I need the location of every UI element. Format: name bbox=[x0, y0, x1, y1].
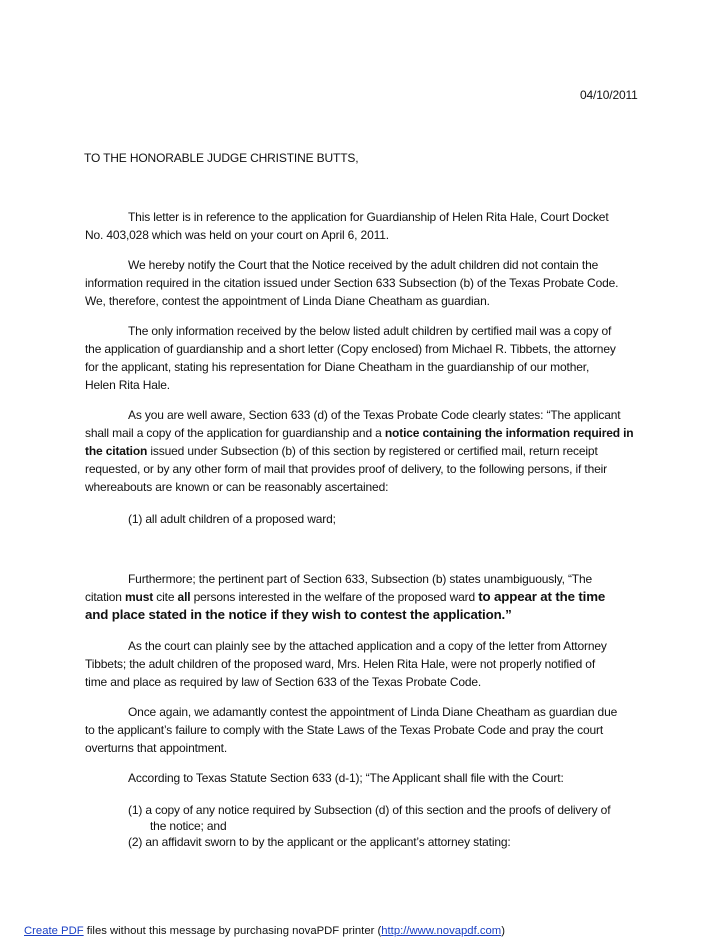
list-item-1: (1) all adult children of a proposed ward; bbox=[128, 512, 336, 526]
paragraph-4-line-4: requested, or by any other form of mail that provides proof of delivery, to the following persons, if their bbox=[85, 462, 607, 476]
paragraph-3-line-1: The only information received by the below listed adult children by certified mail was a copy of bbox=[128, 324, 612, 338]
paragraph-7-line-3: overturns that appointment. bbox=[85, 741, 228, 755]
paragraph-5-line-1: Furthermore; the pertinent part of Section 633, Subsection (b) states unambiguously, “The bbox=[128, 572, 593, 586]
paragraph-4-line-2 bbox=[85, 424, 633, 442]
paragraph-3-line-4: Helen Rita Hale. bbox=[85, 378, 170, 392]
paragraph-5-bold-all: all bbox=[177, 590, 191, 604]
novapdf-link[interactable]: http://www.novapdf.com bbox=[381, 925, 502, 937]
paragraph-1-line-1: This letter is in reference to the application for Guardianship of Helen Rita Hale, Court Docket bbox=[128, 210, 609, 224]
paragraph-4-line-3-bold: the citation bbox=[85, 444, 148, 458]
footer-text-end: ) bbox=[501, 925, 505, 937]
list-item-a-line-1: (1) a copy of any notice required by Subsection (d) of this section and the proofs of delivery of bbox=[128, 803, 611, 817]
paragraph-8: According to Texas Statute Section 633 (d-1); “The Applicant shall file with the Court: bbox=[128, 771, 564, 785]
paragraph-6-line-3: time and place as required by law of Section 633 of the Texas Probate Code. bbox=[85, 675, 482, 689]
paragraph-5-text-b: cite bbox=[153, 590, 178, 604]
paragraph-3-line-3: for the applicant, stating his representation for Diane Cheatham in the guardianship of our mother, bbox=[85, 360, 590, 374]
footer-text: files without this message by purchasing novaPDF printer ( bbox=[83, 925, 382, 937]
salutation: TO THE HONORABLE JUDGE CHRISTINE BUTTS, bbox=[84, 151, 359, 165]
paragraph-5-bold-appear: to appear at the time bbox=[478, 589, 606, 604]
paragraph-4-line-2-text: shall mail a copy of the application for guardianship and a bbox=[85, 426, 385, 440]
paragraph-6-line-2: Tibbets; the adult children of the proposed ward, Mrs. Helen Rita Hale, were not properly notified of bbox=[85, 657, 596, 671]
paragraph-2-line-3: We, therefore, contest the appointment of Linda Diane Cheatham as guardian. bbox=[85, 294, 490, 308]
paragraph-7-line-1: Once again, we adamantly contest the appointment of Linda Diane Cheatham as guardian due bbox=[128, 705, 618, 719]
paragraph-5-text-a: citation bbox=[85, 590, 126, 604]
create-pdf-link[interactable]: Create PDF bbox=[24, 925, 84, 937]
paragraph-4-line-3-text: issued under Subsection (b) of this section by registered or certified mail, return receipt bbox=[147, 444, 598, 458]
paragraph-7-line-2: to the applicant’s failure to comply with the State Laws of the Texas Probate Code and pray the court bbox=[85, 723, 604, 737]
paragraph-5-text-c: persons interested in the welfare of the proposed ward bbox=[190, 590, 479, 604]
letter-date: 04/10/2011 bbox=[580, 88, 638, 102]
paragraph-3-line-2: the application of guardianship and a short letter (Copy enclosed) from Michael R. Tibbets, the attorney bbox=[85, 342, 616, 356]
paragraph-4-line-1: As you are well aware, Section 633 (d) of the Texas Probate Code clearly states: “The applicant bbox=[128, 408, 621, 422]
paragraph-5-bold-must: must bbox=[125, 590, 154, 604]
paragraph-4-line-5: whereabouts are known or can be reasonably ascertained: bbox=[85, 480, 389, 494]
pdf-watermark-footer bbox=[24, 924, 505, 938]
paragraph-4-line-3 bbox=[85, 442, 598, 460]
paragraph-5-line-2 bbox=[85, 588, 605, 606]
paragraph-4-line-2-bold: notice containing the information required in bbox=[384, 426, 634, 440]
paragraph-1-line-2: No. 403,028 which was held on your court on April 6, 2011. bbox=[85, 228, 389, 242]
paragraph-6-line-1: As the court can plainly see by the attached application and a copy of the letter from Attorney bbox=[128, 639, 607, 653]
list-item-a-line-2: the notice; and bbox=[150, 819, 227, 833]
paragraph-5-line-3: and place stated in the notice if they wish to contest the application.” bbox=[85, 607, 512, 622]
paragraph-2-line-1: We hereby notify the Court that the Notice received by the adult children did not contain the bbox=[128, 258, 599, 272]
list-item-b: (2) an affidavit sworn to by the applicant or the applicant’s attorney stating: bbox=[128, 835, 511, 849]
paragraph-2-line-2: information required in the citation issued under Section 633 Subsection (b) of the Texas Probate Code. bbox=[85, 276, 619, 290]
